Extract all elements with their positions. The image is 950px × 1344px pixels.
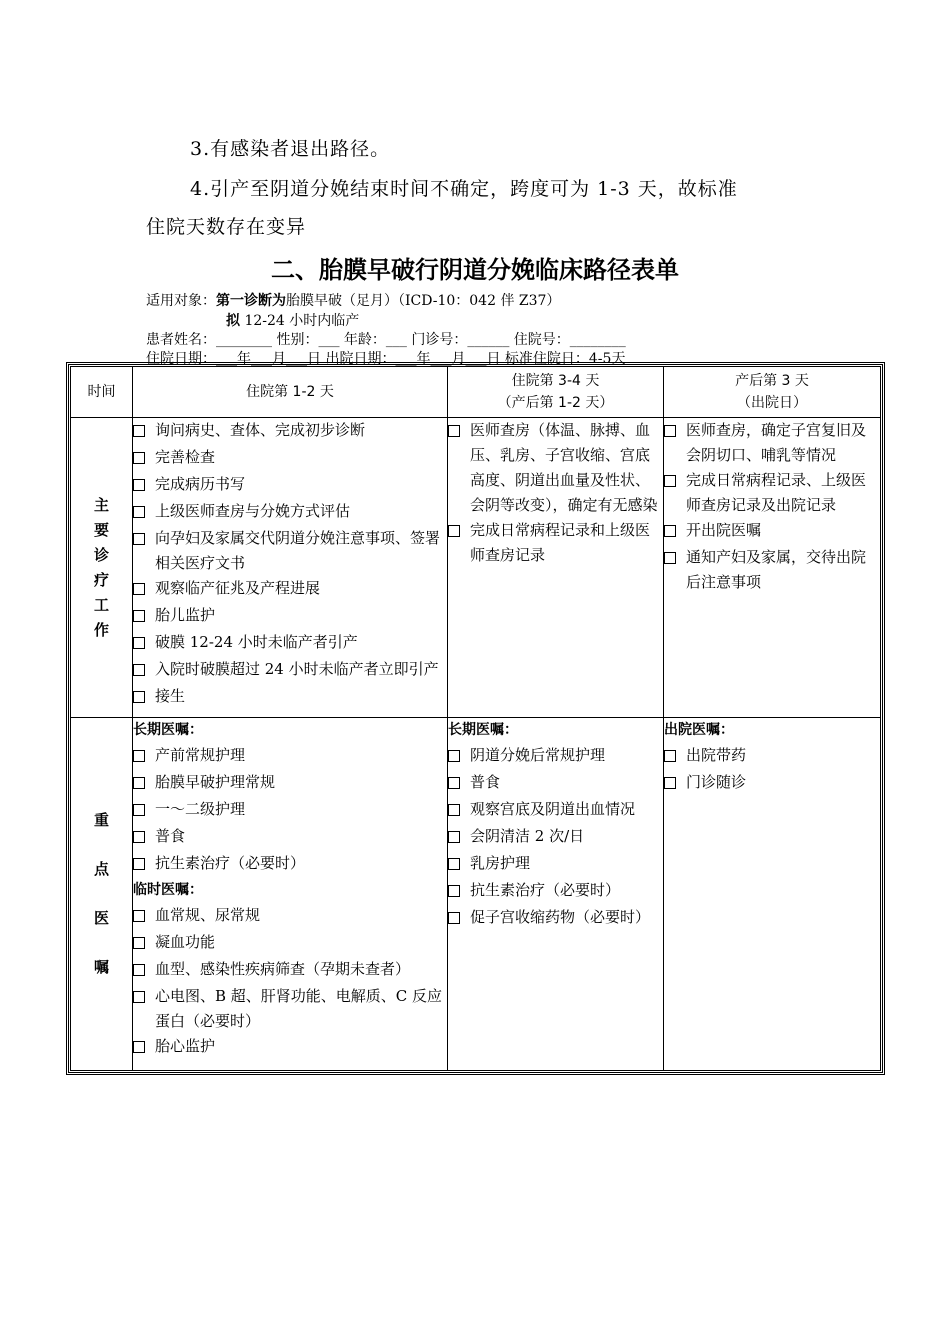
checklist-item-text: 完成病历书写 — [155, 475, 246, 493]
checkbox-icon[interactable] — [133, 1034, 155, 1061]
checklist-item — [664, 418, 880, 468]
long-term-orders-title-2: 长期医嘱： — [448, 722, 518, 738]
key-orders-day-3-4 — [448, 718, 664, 1071]
checklist-item — [133, 957, 447, 984]
row-label-char: 作 — [93, 620, 109, 639]
checklist-item-text: 入院时破膜超过 24 小时未临产者立即引产 — [155, 660, 439, 678]
checkbox-icon[interactable] — [133, 797, 155, 824]
checklist-item — [448, 824, 663, 851]
checklist-item-text: 产前常规护理 — [155, 746, 246, 764]
checklist-item-text: 通知产妇及家属，交待出院后注意事项 — [686, 548, 867, 591]
checklist-item-text: 会阴清洁 2 次/日 — [470, 827, 585, 845]
checklist-item — [133, 603, 447, 630]
row-label-char: 主 — [93, 495, 109, 514]
checkbox-icon[interactable] — [133, 630, 155, 657]
checklist-item — [133, 851, 447, 878]
main-work-label — [71, 418, 133, 718]
checkbox-icon[interactable] — [448, 878, 470, 905]
date-info-line: 住院日期：___年___月___日 出院日期：___年___月___日 标准住院日：4-5天 — [146, 351, 626, 367]
checkbox-icon[interactable] — [664, 418, 686, 468]
applies-label: 适用对象： — [146, 293, 216, 309]
checkbox-icon[interactable] — [664, 468, 686, 518]
discharge-orders-title: 出院医嘱： — [664, 722, 734, 738]
checklist-item-text: 抗生素治疗（必要时） — [470, 881, 621, 899]
checklist-item — [133, 930, 447, 957]
checklist-item-text: 询问病史、查体、完成初步诊断 — [155, 421, 366, 439]
row-label-char: 诊 — [93, 545, 109, 564]
row-label-char: 嘱 — [93, 958, 109, 976]
applies-to-line — [146, 290, 560, 310]
checklist-item-text: 开出院医嘱 — [686, 521, 762, 539]
checklist-item — [448, 905, 663, 932]
checkbox-icon[interactable] — [133, 957, 155, 984]
header-day-3-4-line2: （产后第 1-2 天） — [497, 395, 614, 411]
header-day-3-4 — [448, 367, 664, 418]
checklist-item-text: 完善检查 — [155, 448, 216, 466]
checkbox-icon[interactable] — [448, 770, 470, 797]
checklist-item-text: 心电图、B 超、肝肾功能、电解质、C 反应蛋白（必要时） — [155, 987, 443, 1030]
checklist-item — [133, 576, 447, 603]
applies-rest: 胎膜早破（足月）（ICD-10：042 伴 Z37） — [286, 293, 561, 309]
checklist-item-text: 胎心监护 — [155, 1037, 216, 1055]
checklist-item — [133, 824, 447, 851]
checklist-item-text: 上级医师查房与分娩方式评估 — [155, 502, 351, 520]
checkbox-icon[interactable] — [133, 499, 155, 526]
main-work-discharge — [664, 418, 881, 718]
intro-line-2: 4.引产至阴道分娩结束时间不确定，跨度可为 1-3 天，故标准 — [190, 178, 738, 200]
checklist-item — [448, 878, 663, 905]
checklist-item-text: 门诊随诊 — [686, 773, 747, 791]
checkbox-icon[interactable] — [133, 445, 155, 472]
checkbox-icon[interactable] — [448, 824, 470, 851]
checklist-item-text: 观察宫底及阴道出血情况 — [470, 800, 636, 818]
checklist-item — [448, 851, 663, 878]
checklist-item — [133, 526, 447, 576]
checklist-item-text: 接生 — [155, 687, 186, 705]
checklist-item — [133, 499, 447, 526]
checklist-item — [133, 743, 447, 770]
checkbox-icon[interactable] — [133, 930, 155, 957]
row-label-char: 要 — [93, 520, 109, 539]
checklist-item — [133, 418, 447, 445]
checklist-item — [664, 545, 880, 595]
long-term-orders-title: 长期医嘱： — [133, 722, 203, 738]
checkbox-icon[interactable] — [448, 905, 470, 932]
checkbox-icon[interactable] — [448, 851, 470, 878]
checkbox-icon[interactable] — [664, 770, 686, 797]
checklist-item — [664, 770, 880, 797]
checkbox-icon[interactable] — [448, 797, 470, 824]
main-work-day-3-4 — [448, 418, 664, 718]
checklist-item-text: 血型、感染性疾病筛查（孕期未查者） — [155, 960, 411, 978]
checklist-item-text: 向孕妇及家属交代阴道分娩注意事项、签署相关医疗文书 — [155, 529, 441, 572]
temporary-orders-title: 临时医嘱： — [133, 882, 203, 898]
main-work-day-1-2 — [133, 418, 448, 718]
checkbox-icon[interactable] — [448, 518, 470, 568]
checklist-item-text: 观察临产征兆及产程进展 — [155, 579, 321, 597]
checkbox-icon[interactable] — [133, 984, 155, 1034]
checklist-item — [448, 797, 663, 824]
checklist-item — [133, 657, 447, 684]
checklist-item — [133, 797, 447, 824]
checkbox-icon[interactable] — [133, 684, 155, 711]
checkbox-icon[interactable] — [133, 418, 155, 445]
checklist-item-text: 完成日常病程记录、上级医师查房记录及出院记录 — [686, 471, 867, 514]
applies-bold: 第一诊断为 — [216, 293, 286, 309]
checklist-item-text: 促子宫收缩药物（必要时） — [470, 908, 651, 926]
key-orders-discharge — [664, 718, 881, 1071]
patient-info-line: 患者姓名：________ 性别：___ 年龄：___ 门诊号：______ 住院号：________ — [146, 332, 626, 348]
row-label-char: 点 — [93, 860, 109, 878]
checklist-item-text: 凝血功能 — [155, 933, 216, 951]
checkbox-icon[interactable] — [133, 903, 155, 930]
checklist-item-text: 医师查房（体温、脉搏、血压、乳房、子宫收缩、宫底高度、阴道出血量及性状、会阴等改变），确定有无感染 — [470, 421, 658, 514]
plan-rest: 12-24 小时内临产 — [240, 313, 360, 329]
checkbox-icon[interactable] — [448, 418, 470, 518]
checkbox-icon[interactable] — [448, 743, 470, 770]
header-time: 时间 — [71, 367, 133, 418]
checklist-item-text: 阴道分娩后常规护理 — [470, 746, 606, 764]
header-postpartum-day-3 — [664, 367, 881, 418]
checklist-item — [448, 770, 663, 797]
checklist-item-text: 抗生素治疗（必要时） — [155, 854, 306, 872]
key-orders-day-1-2 — [133, 718, 448, 1071]
checklist-item-text: 胎膜早破护理常规 — [155, 773, 276, 791]
checklist-item-text: 普食 — [155, 827, 186, 845]
row-label-char: 工 — [93, 595, 109, 614]
intro-line-3: 住院天数存在变异 — [146, 216, 307, 238]
checklist-item — [133, 445, 447, 472]
row-label-char: 医 — [93, 909, 109, 927]
header-day-1-2: 住院第 1-2 天 — [133, 367, 448, 418]
checkbox-icon[interactable] — [664, 518, 686, 545]
checkbox-icon[interactable] — [133, 824, 155, 851]
key-orders-row — [71, 718, 881, 1071]
checkbox-icon[interactable] — [133, 603, 155, 630]
checklist-item — [448, 418, 663, 518]
checklist-item-text: 普食 — [470, 773, 501, 791]
checklist-item-text: 一～二级护理 — [155, 800, 246, 818]
key-orders-label — [71, 718, 133, 1071]
checklist-item-text: 破膜 12-24 小时未临产者引产 — [155, 633, 358, 651]
checklist-item-text: 血常规、尿常规 — [155, 906, 261, 924]
header-day-3-4-line1: 住院第 3-4 天 — [511, 373, 600, 389]
header-postpartum-line1: 产后第 3 天 — [735, 373, 809, 389]
intro-line-1: 3.有感染者退出路径。 — [190, 138, 391, 160]
plan-line — [226, 310, 359, 330]
checkbox-icon[interactable] — [133, 576, 155, 603]
checklist-item — [133, 903, 447, 930]
checklist-item — [133, 984, 447, 1034]
checklist-item — [664, 468, 880, 518]
checkbox-icon[interactable] — [133, 526, 155, 576]
checkbox-icon[interactable] — [133, 657, 155, 684]
checklist-item-text: 出院带药 — [686, 746, 747, 764]
checklist-item — [133, 472, 447, 499]
checklist-item — [133, 630, 447, 657]
checklist-item-text: 乳房护理 — [470, 854, 531, 872]
checklist-item — [664, 743, 880, 770]
main-work-row — [71, 418, 881, 718]
plan-bold: 拟 — [226, 313, 240, 329]
checkbox-icon[interactable] — [664, 545, 686, 595]
checkbox-icon[interactable] — [664, 743, 686, 770]
checklist-item — [448, 518, 663, 568]
checklist-item-text: 胎儿监护 — [155, 606, 216, 624]
checkbox-icon[interactable] — [133, 743, 155, 770]
table-header-row — [71, 367, 881, 418]
checklist-item-text: 医师查房，确定子宫复旧及会阴切口、哺乳等情况 — [686, 421, 867, 464]
checklist-item-text: 完成日常病程记录和上级医师查房记录 — [470, 521, 651, 564]
checklist-item — [133, 684, 447, 711]
checklist-item — [448, 743, 663, 770]
checkbox-icon[interactable] — [133, 851, 155, 878]
checkbox-icon[interactable] — [133, 472, 155, 499]
row-label-char: 重 — [93, 811, 109, 829]
header-postpartum-line2: （出院日） — [737, 395, 807, 411]
clinical-pathway-table — [70, 366, 881, 1071]
checkbox-icon[interactable] — [133, 770, 155, 797]
row-label-char: 疗 — [93, 570, 109, 589]
form-title: 二、胎膜早破行阴道分娩临床路径表单 — [271, 256, 679, 284]
checklist-item — [133, 770, 447, 797]
checklist-item — [664, 518, 880, 545]
checklist-item — [133, 1034, 447, 1061]
